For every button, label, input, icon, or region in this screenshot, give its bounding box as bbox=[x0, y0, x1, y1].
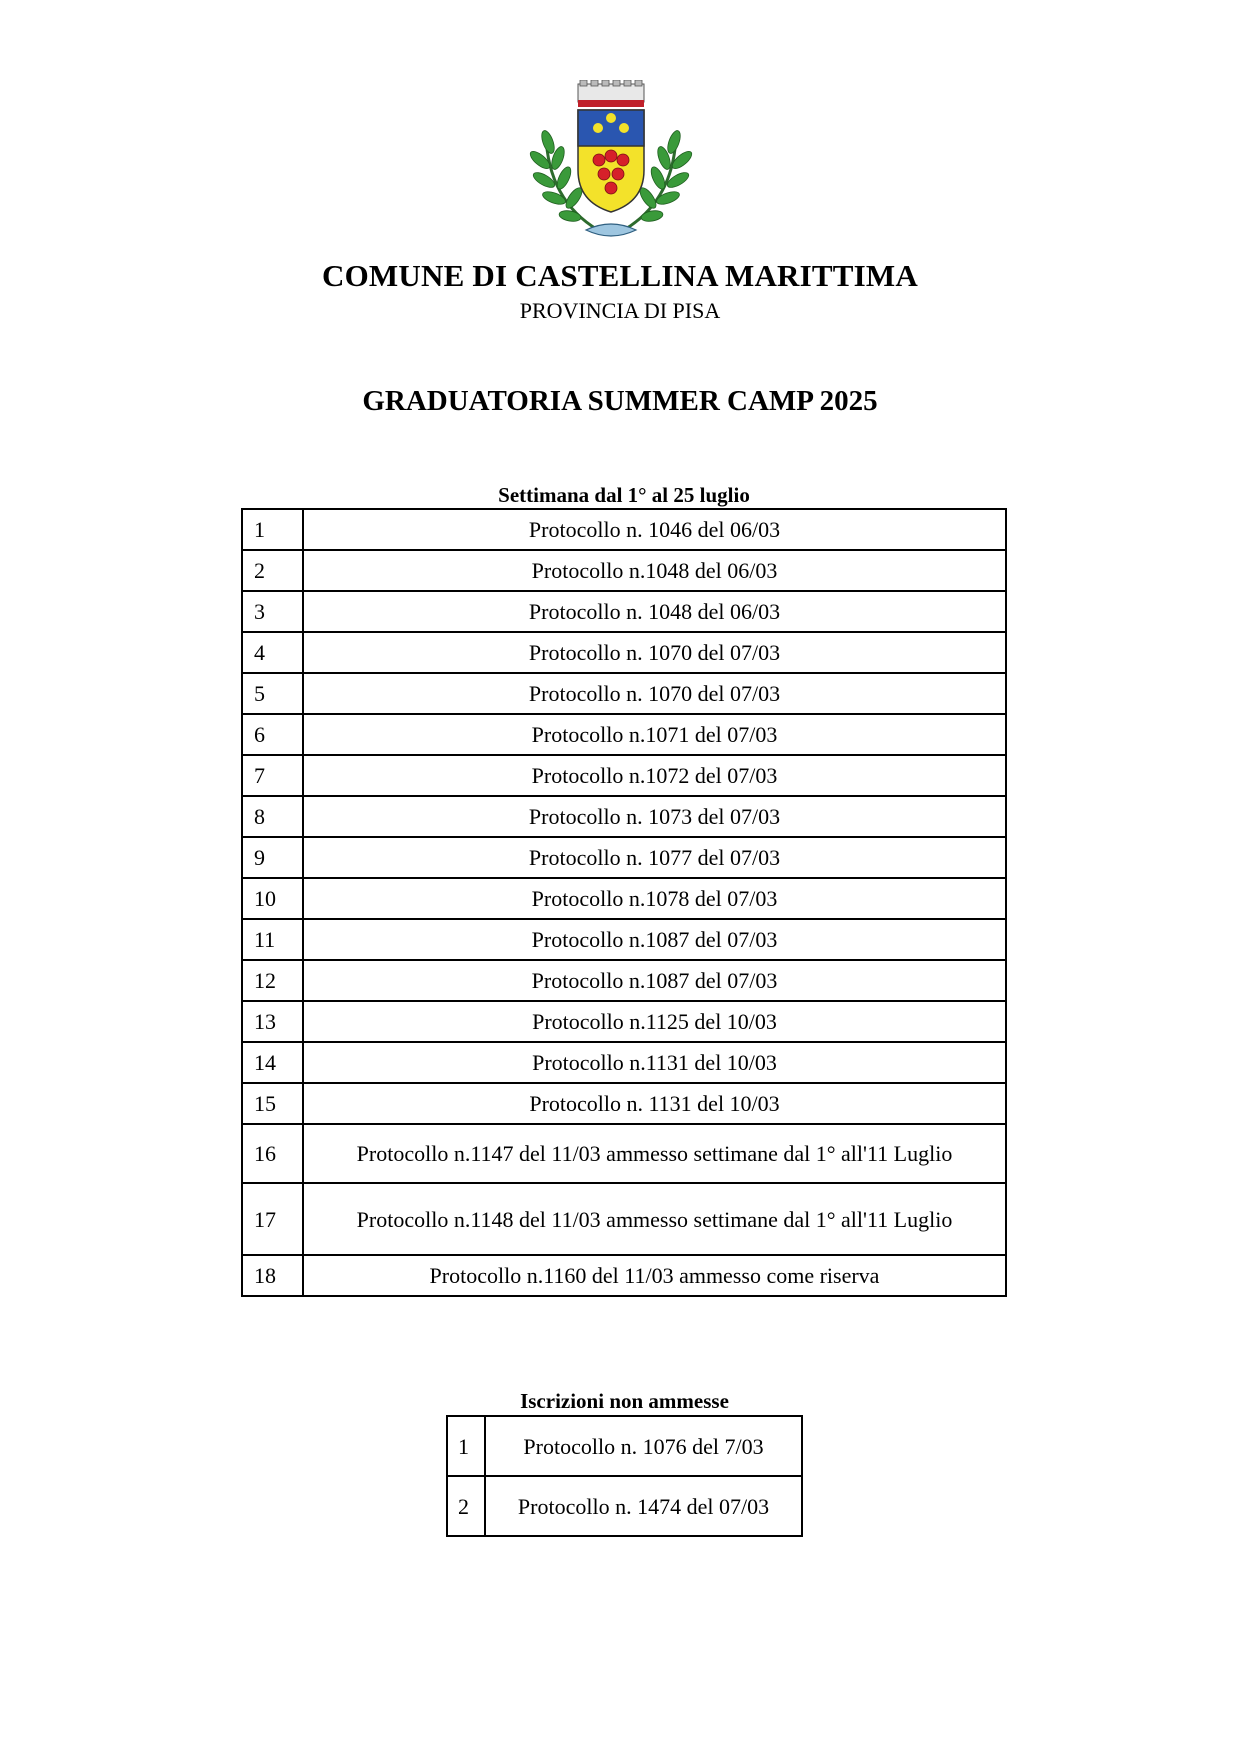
table-row bbox=[242, 550, 1006, 591]
protocol-entry: Protocollo n.1147 del 11/03 ammesso settimane dal 1° all'11 Luglio bbox=[303, 1124, 1006, 1183]
row-number: 4 bbox=[242, 632, 303, 673]
table-row bbox=[242, 1001, 1006, 1042]
row-number: 6 bbox=[242, 714, 303, 755]
row-number: 5 bbox=[242, 673, 303, 714]
table-row bbox=[242, 796, 1006, 837]
protocol-entry: Protocollo n.1087 del 07/03 bbox=[303, 960, 1006, 1001]
not-admitted-table bbox=[446, 1415, 803, 1537]
table-row bbox=[242, 632, 1006, 673]
row-number: 18 bbox=[242, 1255, 303, 1296]
table-row bbox=[242, 591, 1006, 632]
row-number: 3 bbox=[242, 591, 303, 632]
protocol-entry: Protocollo n. 1076 del 7/03 bbox=[485, 1416, 802, 1476]
row-number: 13 bbox=[242, 1001, 303, 1042]
row-number: 11 bbox=[242, 919, 303, 960]
protocol-entry: Protocollo n. 1070 del 07/03 bbox=[303, 673, 1006, 714]
protocol-entry: Protocollo n.1078 del 07/03 bbox=[303, 878, 1006, 919]
row-number: 14 bbox=[242, 1042, 303, 1083]
protocol-entry: Protocollo n. 1046 del 06/03 bbox=[303, 509, 1006, 550]
protocol-entry: Protocollo n. 1073 del 07/03 bbox=[303, 796, 1006, 837]
row-number: 1 bbox=[447, 1416, 485, 1476]
protocol-entry: Protocollo n. 1474 del 07/03 bbox=[485, 1476, 802, 1536]
municipal-coat-of-arms-icon bbox=[528, 80, 694, 246]
row-number: 16 bbox=[242, 1124, 303, 1183]
not-admitted-table-caption: Iscrizioni non ammesse bbox=[520, 1389, 729, 1413]
protocol-entry: Protocollo n. 1048 del 06/03 bbox=[303, 591, 1006, 632]
protocol-entry: Protocollo n.1160 del 11/03 ammesso come riserva bbox=[303, 1255, 1006, 1296]
row-number: 12 bbox=[242, 960, 303, 1001]
protocol-entry: Protocollo n.1131 del 10/03 bbox=[303, 1042, 1006, 1083]
row-number: 7 bbox=[242, 755, 303, 796]
table-row bbox=[242, 837, 1006, 878]
table-row bbox=[242, 1255, 1006, 1296]
protocol-entry: Protocollo n. 1131 del 10/03 bbox=[303, 1083, 1006, 1124]
protocol-entry: Protocollo n.1125 del 10/03 bbox=[303, 1001, 1006, 1042]
row-number: 17 bbox=[242, 1183, 303, 1255]
row-number: 10 bbox=[242, 878, 303, 919]
table-row bbox=[242, 1183, 1006, 1255]
protocol-entry: Protocollo n.1087 del 07/03 bbox=[303, 919, 1006, 960]
document-title: GRADUATORIA SUMMER CAMP 2025 bbox=[362, 385, 878, 417]
row-number: 15 bbox=[242, 1083, 303, 1124]
table-row bbox=[242, 1124, 1006, 1183]
table-row bbox=[242, 755, 1006, 796]
protocol-entry: Protocollo n.1071 del 07/03 bbox=[303, 714, 1006, 755]
admitted-table bbox=[241, 508, 1007, 1297]
protocol-entry: Protocollo n. 1070 del 07/03 bbox=[303, 632, 1006, 673]
row-number: 1 bbox=[242, 509, 303, 550]
admitted-table-caption: Settimana dal 1° al 25 luglio bbox=[498, 483, 750, 507]
organization-name: COMUNE DI CASTELLINA MARITTIMA bbox=[322, 258, 918, 293]
row-number: 8 bbox=[242, 796, 303, 837]
protocol-entry: Protocollo n.1148 del 11/03 ammesso settimane dal 1° all'11 Luglio bbox=[303, 1183, 1006, 1255]
province-name: PROVINCIA DI PISA bbox=[519, 298, 721, 323]
protocol-entry: Protocollo n.1048 del 06/03 bbox=[303, 550, 1006, 591]
protocol-entry: Protocollo n.1072 del 07/03 bbox=[303, 755, 1006, 796]
table-row bbox=[447, 1476, 802, 1536]
row-number: 9 bbox=[242, 837, 303, 878]
row-number: 2 bbox=[447, 1476, 485, 1536]
table-row bbox=[242, 673, 1006, 714]
table-row bbox=[242, 509, 1006, 550]
table-row bbox=[242, 960, 1006, 1001]
table-row bbox=[242, 919, 1006, 960]
table-row bbox=[447, 1416, 802, 1476]
protocol-entry: Protocollo n. 1077 del 07/03 bbox=[303, 837, 1006, 878]
table-row bbox=[242, 714, 1006, 755]
row-number: 2 bbox=[242, 550, 303, 591]
table-row bbox=[242, 1083, 1006, 1124]
table-row bbox=[242, 878, 1006, 919]
table-row bbox=[242, 1042, 1006, 1083]
